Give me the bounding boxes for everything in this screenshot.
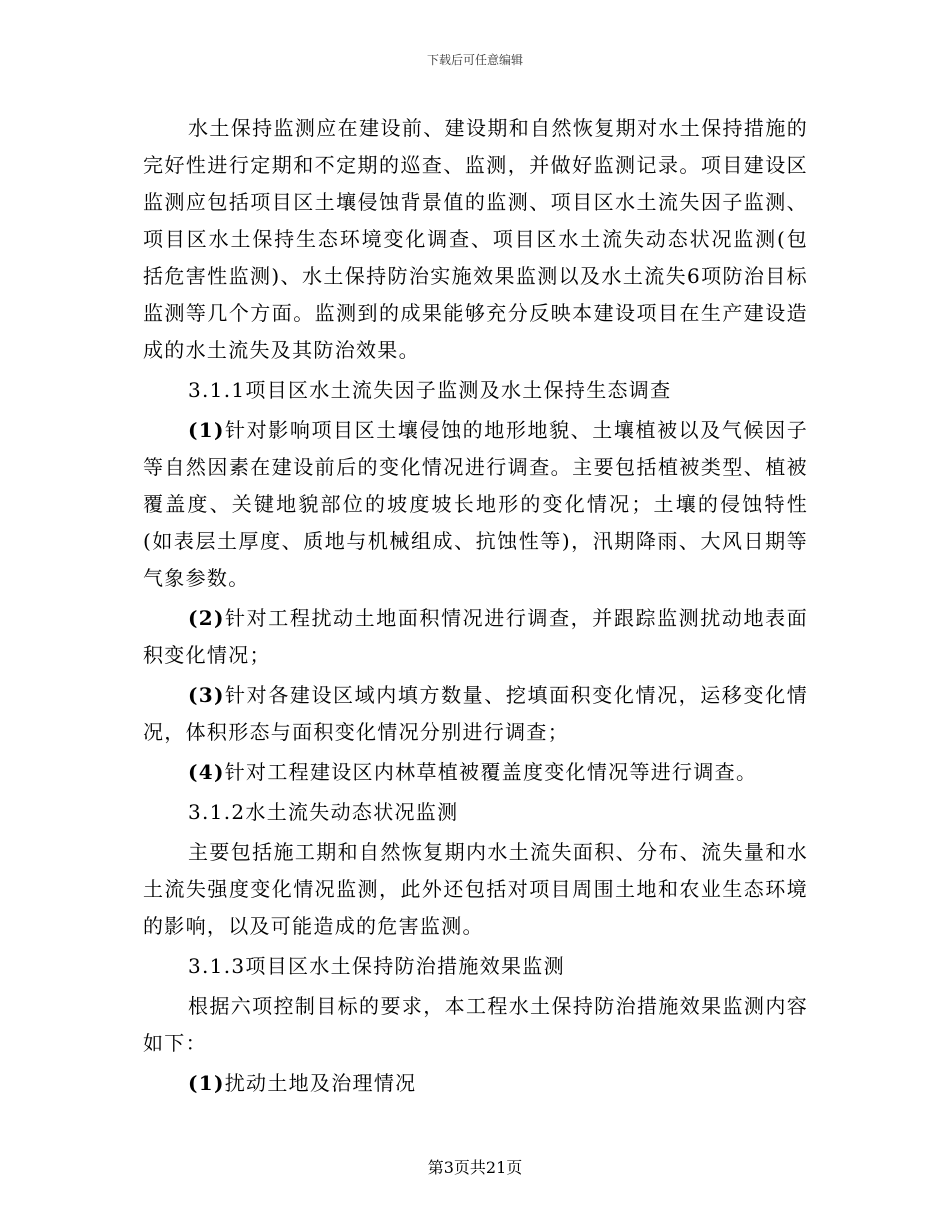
list-item-text: 针对各建设区域内填方数量、挖填面积变化情况，运移变化情况，体积形态与面积变化情况分别进行调查；: [143, 683, 808, 744]
list-item-4: [143, 754, 808, 791]
list-number: (4): [188, 760, 225, 784]
page-footer: 第3页共21页: [427, 1158, 523, 1177]
paragraph-dynamic-monitoring: 主要包括施工期和自然恢复期内水土流失面积、分布、流失量和水土流失强度变化情况监测，此外还包括对项目周围土地和农业生态环境的影响，以及可能造成的危害监测。: [143, 840, 808, 938]
section-heading-3-1-2: 3.1.2水土流失动态状况监测: [188, 800, 459, 824]
paragraph-control-targets: 根据六项控制目标的要求，本工程水土保持防治措施效果监测内容如下：: [143, 994, 808, 1055]
list-item-disturbed-land: [143, 1065, 808, 1102]
list-item-2: [143, 600, 808, 674]
list-number: (3): [188, 683, 225, 707]
list-number: (2): [188, 606, 225, 630]
list-item-3: [143, 677, 808, 751]
list-item-text: 针对工程扰动土地面积情况进行调查，并跟踪监测扰动地表面积变化情况；: [143, 606, 808, 667]
list-item-text: 针对影响项目区土壤侵蚀的地形地貌、土壤植被以及气候因子等自然因素在建设前后的变化情况进行调查。主要包括植被类型、植被覆盖度、关键地貌部位的坡度坡长地形的变化情况；土壤的侵蚀特性(如表层土厚度、质地与机械组成、抗蚀性等)，汛期降雨、大风日期等气象参数。: [143, 418, 808, 590]
section-heading-3-1-3: 3.1.3项目区水土保持防治措施效果监测: [188, 954, 565, 978]
page-header: 下载后可任意编辑: [426, 53, 523, 67]
paragraph-intro: 水土保持监测应在建设前、建设期和自然恢复期对水土保持措施的完好性进行定期和不定期的巡查、监测，并做好监测记录。项目建设区监测应包括项目区土壤侵蚀背景值的监测、项目区水土流失因子监测、项目区水土保持生态环境变化调查、项目区水土流失动态状况监测(包括危害性监测)、水土保持防治实施效果监测以及水土流失6项防治目标监测等几个方面。监测到的成果能够充分反映本建设项目在生产建设造成的水土流失及其防治效果。: [143, 116, 808, 362]
list-number: (1): [188, 418, 225, 442]
document-body: [143, 110, 808, 1102]
section-heading-3-1-1: 3.1.1项目区水土流失因子监测及水土保持生态调查: [188, 378, 672, 402]
list-item-text: 针对工程建设区内林草植被覆盖度变化情况等进行调查。: [224, 760, 758, 784]
list-item-1: [143, 412, 808, 597]
list-item-text: 扰动土地及治理情况: [224, 1071, 417, 1095]
list-number: (1): [188, 1071, 225, 1095]
